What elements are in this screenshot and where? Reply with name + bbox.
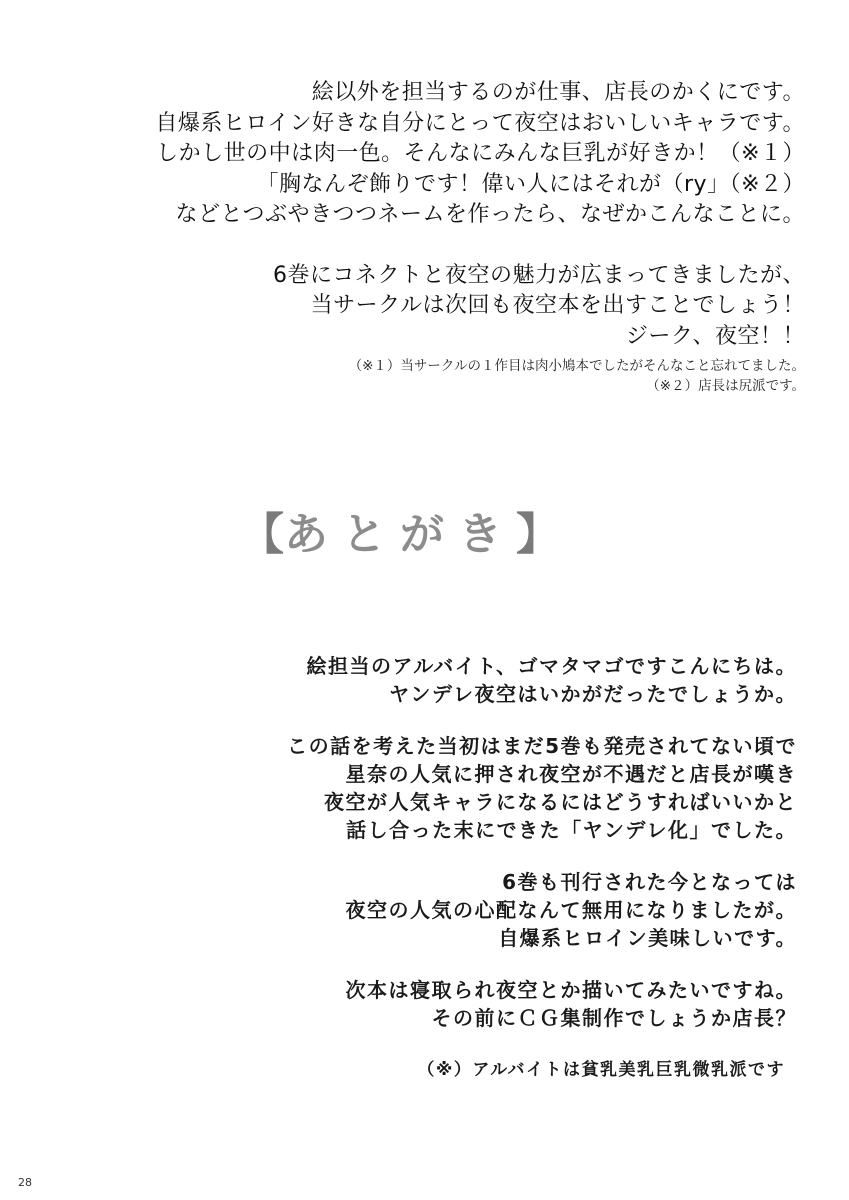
text-line: その前にＣＧ集制作でしょうか店長？ (431, 1006, 797, 1030)
text-line: 夜空が人気キャラになるにはどうすればいいかと (324, 790, 797, 814)
text-line: 自爆系ヒロイン美味しいです。 (498, 926, 797, 950)
store-manager-notes (349, 356, 805, 396)
text-line: 「胸なんぞ飾りです！偉い人にはそれが（ry」（※２） (256, 171, 805, 197)
store-manager-text (155, 78, 805, 352)
text-line: 自爆系ヒロイン好きな自分にとって夜空はおいしいキャラです。 (155, 110, 805, 136)
text-line: ヤンデレ夜空はいかがだったでしょうか。 (389, 682, 797, 706)
text-line: 当サークルは次回も夜空本を出すことでしょう！ (310, 293, 805, 318)
text-line: 話し合った末にできた「ヤンデレ化」でした。 (346, 818, 797, 842)
note-line: （※２）店長は尻派です。 (646, 378, 805, 394)
heading-close-bracket: 】 (516, 509, 560, 560)
text-line: 絵担当のアルバイト、ゴマタマゴですこんにちは。 (306, 654, 797, 678)
artist-footnote: （※）アルバイトは貧乳美乳巨乳微乳派です (417, 1060, 785, 1080)
heading-open-bracket: 【 (240, 509, 284, 560)
text-line: ジーク、夜空！！ (625, 323, 805, 349)
text-line: 夜空の人気の心配なんて無用になりましたが。 (345, 898, 797, 922)
text-line: 次本は寝取られ夜空とか描いてみたいですね。 (345, 978, 797, 1002)
text-line: 星奈の人気に押され夜空が不遇だと店長が嘆き (345, 762, 797, 786)
page-number: 28 (18, 1176, 32, 1189)
text-line: 6巻も刊行された今となっては (502, 870, 797, 894)
heading-title: あとがき (284, 509, 516, 560)
text-line: 6巻にコネクトと夜空の魅力が広まってきましたが、 (273, 262, 805, 288)
text-line: しかし世の中は肉一色。そんなにみんな巨乳が好きか！（※１） (156, 141, 805, 166)
text-line: この話を考えた当初はまだ5巻も発売されてない頃で (287, 734, 797, 758)
afterword-heading (240, 498, 560, 568)
text-line: などとつぶやきつつネームを作ったら、なぜかこんなことに。 (175, 202, 805, 227)
note-line: （※１）当サークルの１作目は肉小鳩本でしたがそんなこと忘れてました。 (348, 358, 805, 374)
artist-text (287, 652, 797, 1084)
text-line: 絵以外を担当するのが仕事、店長のかくにです。 (311, 80, 805, 105)
